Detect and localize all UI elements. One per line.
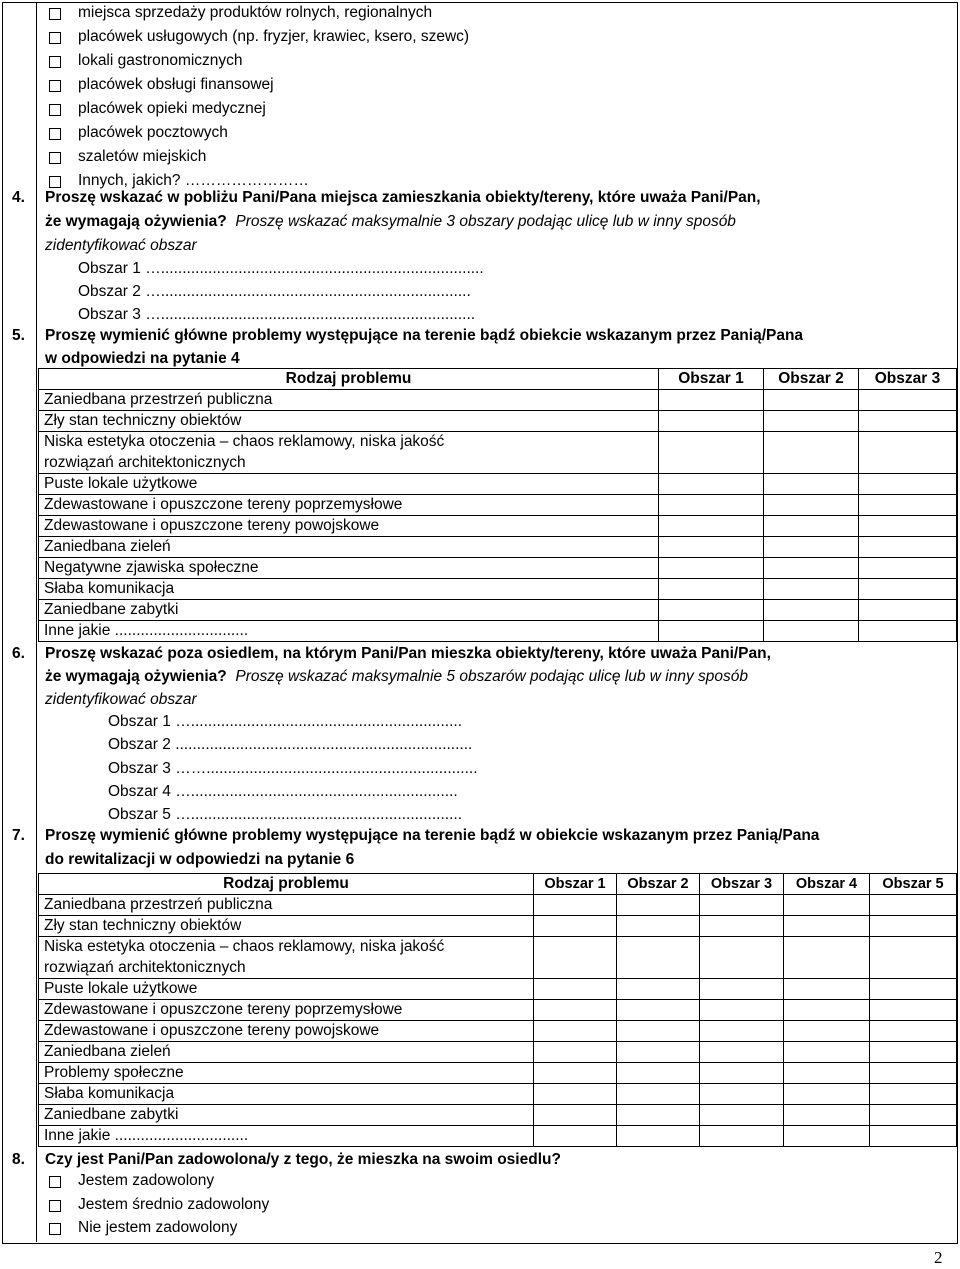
answer-cell[interactable] [617,895,700,916]
answer-cell[interactable] [870,1105,957,1126]
answer-cell[interactable] [870,1126,957,1147]
answer-cell[interactable] [859,579,957,600]
answer-cell[interactable] [617,916,700,937]
answer-cell[interactable] [534,1105,617,1126]
answer-cell[interactable] [534,916,617,937]
answer-cell[interactable] [859,621,957,642]
option-label: placówek opieki medycznej [78,100,266,117]
answer-cell[interactable] [700,1063,784,1084]
answer-cell[interactable] [784,1084,870,1105]
answer-cell[interactable] [764,537,859,558]
answer-cell[interactable] [659,411,764,432]
answer-cell[interactable] [859,537,957,558]
answer-cell[interactable] [859,474,957,495]
area-field-1[interactable]: Obszar 1 …........................................................................... [78,260,484,277]
answer-cell[interactable] [534,1063,617,1084]
answer-cell[interactable] [617,1000,700,1021]
table-row [39,1042,957,1063]
option-label: miejsca sprzedaży produktów rolnych, regionalnych [78,4,433,21]
problem-label: Puste lokale użytkowe [39,979,534,1000]
header-area-4: Obszar 4 [784,874,870,895]
question-4-number: 4. [12,189,25,206]
problem-label: Zdewastowane i opuszczone tereny poprzemysłowe [39,495,659,516]
table-row [39,411,957,432]
question-6-instruction-line3: zidentyfikować obszar [45,691,197,708]
problem-label: Słaba komunikacja [39,1084,534,1105]
answer-cell[interactable] [534,1021,617,1042]
table-row [39,579,957,600]
table-row [39,474,957,495]
answer-cell[interactable] [859,495,957,516]
answer-cell[interactable] [700,1105,784,1126]
option-label: Innych, jakich? …………………… [78,172,309,189]
answer-cell[interactable] [870,916,957,937]
problem-label: Problemy społeczne [39,1063,534,1084]
area-field-2[interactable]: Obszar 2 …........................................................................ [78,283,471,300]
table-row [39,495,957,516]
question-6-text-line2 [45,668,748,686]
checkbox-icon[interactable] [49,104,61,116]
header-area-1: Obszar 1 [534,874,617,895]
table-row [39,937,957,979]
answer-cell[interactable] [700,937,784,979]
header-problem-type: Rodzaj problemu [39,369,659,390]
answer-cell[interactable] [764,432,859,474]
answer-cell[interactable] [764,579,859,600]
question-6-number: 6. [12,645,25,662]
checkbox-icon[interactable] [49,8,61,20]
checkbox-icon[interactable] [49,1223,61,1235]
problem-label: Puste lokale użytkowe [39,474,659,495]
checkbox-icon[interactable] [49,80,61,92]
answer-cell[interactable] [784,1126,870,1147]
checkbox-icon[interactable] [49,1200,61,1212]
answer-cell[interactable] [700,1084,784,1105]
problem-label: Zaniedbane zabytki [39,1105,534,1126]
answer-cell[interactable] [764,474,859,495]
problem-label: Zaniedbana przestrzeń publiczna [39,895,534,916]
table-row [39,1063,957,1084]
answer-cell[interactable] [859,600,957,621]
problem-label: Zdewastowane i opuszczone tereny powojskowe [39,1021,534,1042]
answer-cell[interactable] [700,895,784,916]
question-6-text: Proszę wskazać poza osiedlem, na którym Pani/Pan mieszka obiekty/tereny, które uważa Pani/Pan, [45,645,771,662]
answer-cell[interactable] [764,558,859,579]
answer-cell[interactable] [784,1000,870,1021]
table-row [39,1000,957,1021]
answer-cell[interactable] [764,516,859,537]
area-field-3[interactable]: Obszar 3 …......................................................................... [78,306,476,323]
answer-cell[interactable] [659,579,764,600]
answer-cell[interactable] [784,979,870,1000]
table-header-row [39,369,957,390]
answer-cell[interactable] [534,895,617,916]
header-problem-type: Rodzaj problemu [39,874,534,895]
table-row [39,1084,957,1105]
question-4-instruction-line3: zidentyfikować obszar [45,237,197,254]
answer-cell[interactable] [784,937,870,979]
answer-cell[interactable] [784,916,870,937]
header-area-2: Obszar 2 [617,874,700,895]
answer-cell[interactable] [764,600,859,621]
question-4-instruction: Proszę wskazać maksymalnie 3 obszary podając ulicę lub w inny sposób [235,213,736,230]
problems-table-q5 [38,368,957,642]
answer-cell[interactable] [617,1105,700,1126]
answer-cell[interactable] [617,937,700,979]
question-7-text: Proszę wymienić główne problemy występujące na terenie bądź w obiekcie wskazanym przez Panią/Pana [45,827,820,844]
table-row [39,1126,957,1147]
area-field-3[interactable]: Obszar 3 ……............................................................... [108,760,478,777]
table-row [39,558,957,579]
area-field-5[interactable]: Obszar 5 …............................................................... [108,806,462,823]
problem-label: Niska estetyka otoczenia – chaos reklamowy, niska jakość rozwiązań architektonicznych [39,432,659,474]
checkbox-icon[interactable] [49,152,61,164]
question-6-bold: że wymagają ożywienia? [45,668,227,685]
question-4-text-line2 [45,213,736,231]
table-row [39,916,957,937]
table-row [39,1105,957,1126]
header-area-3: Obszar 3 [859,369,957,390]
question-5-text: Proszę wymienić główne problemy występujące na terenie bądź obiekcie wskazanym przez Panią/Pana [45,327,804,344]
answer-cell[interactable] [659,495,764,516]
question-8-text: Czy jest Pani/Pan zadowolona/y z tego, że mieszka na swoim osiedlu? [45,1151,561,1168]
checkbox-icon[interactable] [49,56,61,68]
area-field-2[interactable]: Obszar 2 ..................................................................... [108,736,473,753]
answer-cell[interactable] [870,1063,957,1084]
option-label: lokali gastronomicznych [78,52,243,69]
question-7-text-line2: do rewitalizacji w odpowiedzi na pytanie 6 [45,851,355,868]
answer-cell[interactable] [534,1084,617,1105]
answer-cell[interactable] [534,979,617,1000]
answer-cell[interactable] [617,1021,700,1042]
answer-cell[interactable] [617,1063,700,1084]
problem-label-other[interactable]: Inne jakie ............................... [39,621,659,642]
problem-label: Zaniedbana zieleń [39,1042,534,1063]
question-4-text: Proszę wskazać w pobliżu Pani/Pana miejsca zamieszkania obiekty/tereny, które uważa Pani/Pan, [45,189,761,206]
table-row [39,432,957,474]
answer-cell[interactable] [764,495,859,516]
answer-cell[interactable] [617,979,700,1000]
header-area-5: Obszar 5 [870,874,957,895]
option-label: Jestem zadowolony [78,1172,215,1189]
option-label: Jestem średnio zadowolony [78,1196,270,1213]
answer-cell[interactable] [859,558,957,579]
question-5-text-line2: w odpowiedzi na pytanie 4 [45,350,240,367]
answer-cell[interactable] [534,1042,617,1063]
question-6-instruction: Proszę wskazać maksymalnie 5 obszarów podając ulicę lub w inny sposób [235,668,748,685]
answer-cell[interactable] [659,516,764,537]
header-area-1: Obszar 1 [659,369,764,390]
answer-cell[interactable] [859,390,957,411]
problem-label: Niska estetyka otoczenia – chaos reklamowy, niska jakość rozwiązań architektonicznych [39,937,534,979]
page-number: 2 [934,1248,943,1267]
table-row [39,600,957,621]
table-row [39,621,957,642]
answer-cell[interactable] [659,600,764,621]
answer-cell[interactable] [870,1084,957,1105]
answer-cell[interactable] [617,1042,700,1063]
question-4-bold: że wymagają ożywienia? [45,213,227,230]
table-row [39,537,957,558]
table-row [39,1021,957,1042]
answer-cell[interactable] [659,474,764,495]
answer-cell[interactable] [870,895,957,916]
answer-cell[interactable] [659,390,764,411]
answer-cell[interactable] [700,1000,784,1021]
answer-cell[interactable] [784,1042,870,1063]
answer-cell[interactable] [534,1000,617,1021]
table-row [39,516,957,537]
question-8-number: 8. [12,1151,25,1168]
answer-cell[interactable] [617,1126,700,1147]
answer-cell[interactable] [659,558,764,579]
answer-cell[interactable] [870,1021,957,1042]
answer-cell[interactable] [870,1042,957,1063]
checkbox-icon[interactable] [49,128,61,140]
problem-label: Zdewastowane i opuszczone tereny powojskowe [39,516,659,537]
answer-cell[interactable] [870,979,957,1000]
option-label: Nie jestem zadowolony [78,1219,238,1236]
answer-cell[interactable] [859,516,957,537]
question-7-number: 7. [12,827,25,844]
answer-cell[interactable] [659,432,764,474]
answer-cell[interactable] [859,432,957,474]
problem-label-other[interactable]: Inne jakie ............................... [39,1126,534,1147]
answer-cell[interactable] [617,1084,700,1105]
answer-cell[interactable] [784,1105,870,1126]
table-header-row [39,874,957,895]
answer-cell[interactable] [784,1021,870,1042]
option-label: placówek obsługi finansowej [78,76,274,93]
checkbox-icon[interactable] [49,176,61,188]
checkbox-icon[interactable] [49,32,61,44]
answer-cell[interactable] [784,1063,870,1084]
option-label: szaletów miejskich [78,148,207,165]
answer-cell[interactable] [700,979,784,1000]
checkbox-icon[interactable] [49,1176,61,1188]
answer-cell[interactable] [764,621,859,642]
answer-cell[interactable] [859,411,957,432]
table-row [39,979,957,1000]
problem-label: Zaniedbana przestrzeń publiczna [39,390,659,411]
answer-cell[interactable] [700,916,784,937]
problem-label: Negatywne zjawiska społeczne [39,558,659,579]
answer-cell[interactable] [534,937,617,979]
table-row [39,895,957,916]
problem-label: Zaniedbane zabytki [39,600,659,621]
problem-label: Zły stan techniczny obiektów [39,411,659,432]
problem-label: Zaniedbana zieleń [39,537,659,558]
problems-table-q7 [38,873,957,1147]
area-field-4[interactable]: Obszar 4 ….............................................................. [108,783,458,800]
table-row [39,390,957,411]
answer-cell[interactable] [659,537,764,558]
problem-label: Słaba komunikacja [39,579,659,600]
answer-cell[interactable] [764,390,859,411]
problem-label: Zdewastowane i opuszczone tereny poprzemysłowe [39,1000,534,1021]
question-5-number: 5. [12,327,25,344]
answer-cell[interactable] [534,1126,617,1147]
answer-cell[interactable] [659,621,764,642]
answer-cell[interactable] [700,1126,784,1147]
answer-cell[interactable] [870,937,957,979]
answer-cell[interactable] [764,411,859,432]
header-area-2: Obszar 2 [764,369,859,390]
problem-label: Zły stan techniczny obiektów [39,916,534,937]
area-field-1[interactable]: Obszar 1 …............................................................... [108,713,462,730]
answer-cell[interactable] [700,1021,784,1042]
answer-cell[interactable] [700,1042,784,1063]
option-label: placówek pocztowych [78,124,228,141]
header-area-3: Obszar 3 [700,874,784,895]
number-column-divider [36,2,37,1242]
option-label: placówek usługowych (np. fryzjer, krawiec, ksero, szewc) [78,28,470,45]
answer-cell[interactable] [870,1000,957,1021]
answer-cell[interactable] [784,895,870,916]
